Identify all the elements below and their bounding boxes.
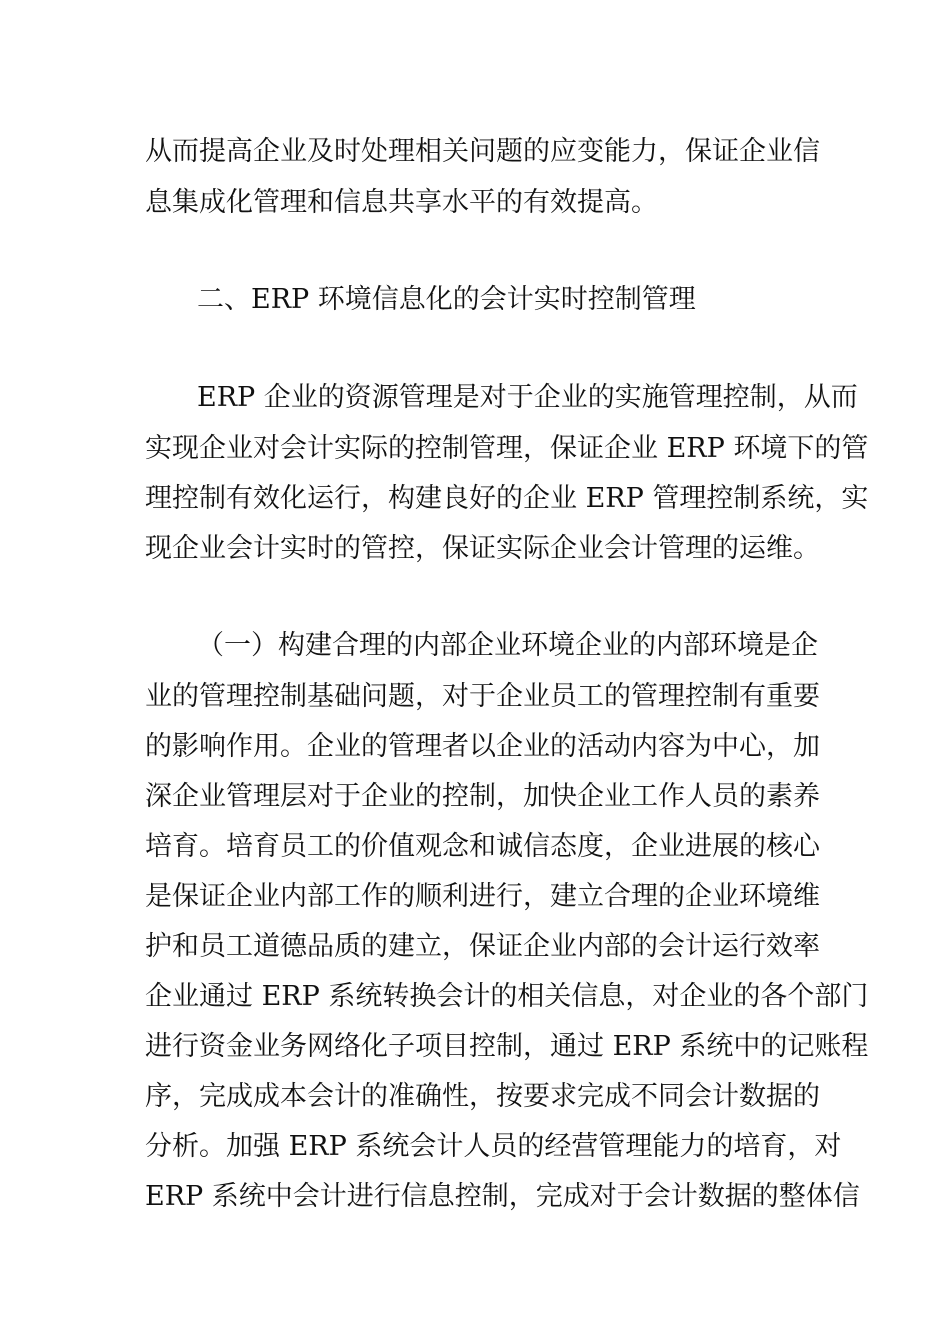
paragraph-3-line-1: （一）构建合理的内部企业环境企业的内部环境是企 (197, 630, 818, 661)
paragraph-1-line-1: 从而提高企业及时处理相关问题的应变能力，保证企业信 (145, 136, 820, 167)
paragraph-3-line-7: 护和员工道德品质的建立，保证企业内部的会计运行效率 (145, 931, 820, 962)
paragraph-2-line-3: 理控制有效化运行，构建良好的企业 ERP 管理控制系统，实 (145, 483, 869, 514)
paragraph-3-line-10: 序，完成成本会计的准确性，按要求完成不同会计数据的 (145, 1081, 820, 1112)
paragraph-2-line-1: ERP 企业的资源管理是对于企业的实施管理控制，从而 (197, 382, 858, 413)
paragraph-3-line-6: 是保证企业内部工作的顺利进行，建立合理的企业环境维 (145, 881, 820, 912)
paragraph-3-line-2: 业的管理控制基础问题，对于企业员工的管理控制有重要 (145, 681, 820, 712)
paragraph-1-line-2: 息集成化管理和信息共享水平的有效提高。 (145, 187, 658, 218)
section-heading: 二、ERP 环境信息化的会计实时控制管理 (197, 284, 696, 315)
paragraph-3-line-12: ERP 系统中会计进行信息控制，完成对于会计数据的整体信 (145, 1181, 860, 1212)
paragraph-3-line-3: 的影响作用。企业的管理者以企业的活动内容为中心，加 (145, 731, 820, 762)
paragraph-3-line-8: 企业通过 ERP 系统转换会计的相关信息，对企业的各个部门 (145, 981, 869, 1012)
paragraph-2-line-4: 现企业会计实时的管控，保证实际企业会计管理的运维。 (145, 533, 820, 564)
paragraph-3-line-5: 培育。培育员工的价值观念和诚信态度，企业进展的核心 (145, 831, 820, 862)
paragraph-3-line-4: 深企业管理层对于企业的控制，加快企业工作人员的素养 (145, 781, 820, 812)
paragraph-3-line-11: 分析。加强 ERP 系统会计人员的经营管理能力的培育，对 (145, 1131, 842, 1162)
paragraph-2-line-2: 实现企业对会计实际的控制管理，保证企业 ERP 环境下的管 (145, 433, 869, 464)
paragraph-3-line-9: 进行资金业务网络化子项目控制，通过 ERP 系统中的记账程 (145, 1031, 869, 1062)
